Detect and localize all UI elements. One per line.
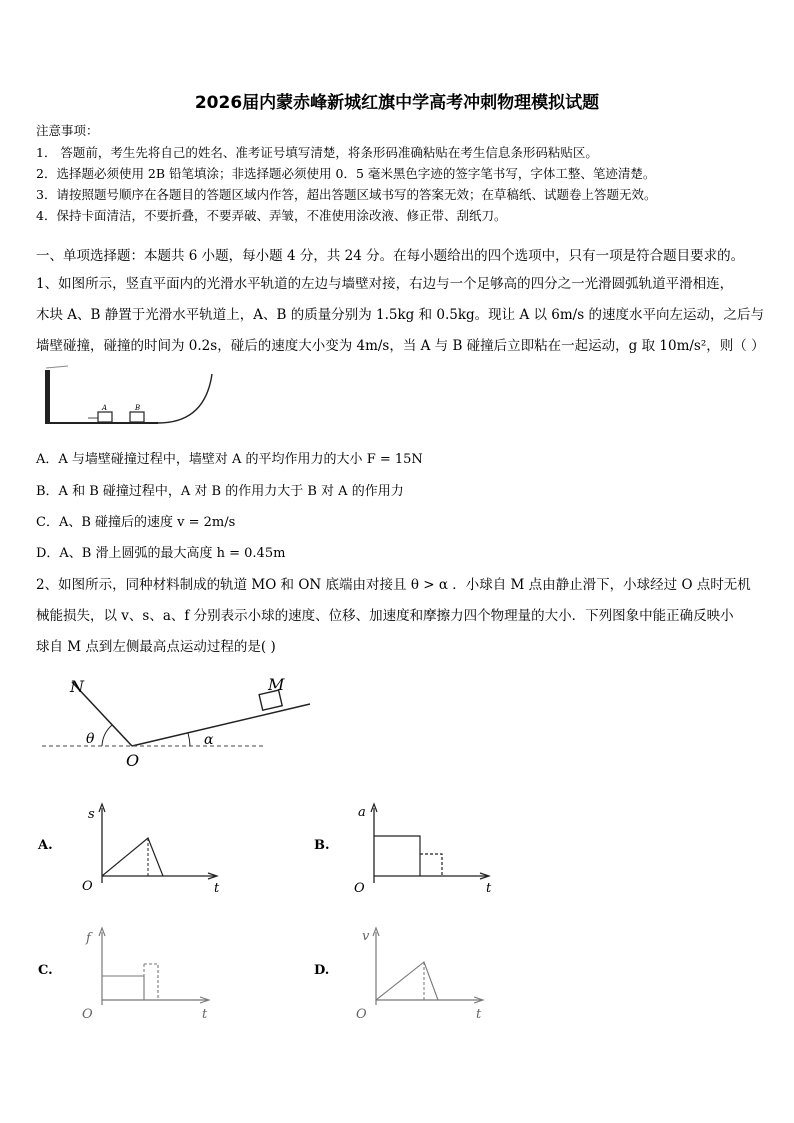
q1-option-d: D．A、B 滑上圆弧的最大高度 h = 0.45m <box>36 546 286 561</box>
q2-option-a-label: A. <box>38 838 53 853</box>
notice-item: 1． 答题前，考生先将自己的姓名、准考证号填写清楚，将条形码准确粘贴在考生信息条形码粘贴区。 <box>36 145 598 160</box>
q1-option-b: B．A 和 B 碰撞过程中，A 对 B 的作用力大于 B 对 A 的作用力 <box>36 484 404 499</box>
q2-stem-line: 球自 M 点到左侧最高点运动过程的是( ) <box>36 639 276 655</box>
page-title: 2026届内蒙赤峰新城红旗中学高考冲刺物理模拟试题 <box>194 93 600 113</box>
label-o: O <box>126 751 140 770</box>
origin-label: O <box>82 1007 93 1022</box>
track-mo <box>132 704 310 746</box>
y-label: f <box>86 931 91 946</box>
q2-stem-line: 械能损失，以 v、s、a、f 分别表示小球的速度、位移、加速度和摩擦力四个物理量的大小．下列图象中能正确反映小 <box>36 608 734 624</box>
label-m: M <box>268 675 285 694</box>
q2-graph-c <box>78 920 228 1020</box>
q2-graph-d <box>352 920 502 1020</box>
label-theta: θ <box>86 731 95 747</box>
block-b <box>130 412 144 422</box>
segment-1 <box>374 836 420 876</box>
q2-option-c-label: C. <box>38 963 53 978</box>
q1-track-figure <box>40 368 220 428</box>
q1-option-a: A．A 与墙壁碰撞过程中，墙壁对 A 的平均作用力的大小 F = 15N <box>36 452 423 467</box>
segment-1 <box>102 976 144 1000</box>
notice-heading: 注意事项： <box>36 123 99 138</box>
origin-label: O <box>82 879 93 894</box>
block-a <box>98 412 112 422</box>
y-label: v <box>362 929 370 944</box>
block-b-label: B <box>135 404 141 412</box>
q1-stem-line: 1、如图所示，竖直平面内的光滑水平轨道的左边与墙壁对接，右边与一个足够高的四分之一光滑圆弧轨道平滑相连， <box>36 276 734 292</box>
segment-2 <box>144 964 158 1000</box>
arc-track <box>158 374 212 423</box>
q2-stem-line: 2、如图所示，同种材料制成的轨道 MO 和 ON 底端由对接且 θ > α ．小球自 M 点由静止滑下，小球经过 O 点时无机 <box>36 577 751 593</box>
q2-graph-a <box>78 798 228 898</box>
wall <box>45 370 50 424</box>
segment-2 <box>420 854 442 876</box>
notice-item: 2．选择题必须使用 2B 铅笔填涂；非选择题必须使用 0．5 毫米黑色字迹的签字笔书写，字体工整、笔迹清楚。 <box>36 166 656 181</box>
x-label: t <box>202 1007 208 1022</box>
y-label: s <box>88 807 95 822</box>
notice-item: 3．请按照题号顺序在各题目的答题区域内作答，超出答题区域书写的答案无效；在草稿纸、试题卷上答题无效。 <box>36 187 657 202</box>
q1-stem-line: 墙壁碰撞，碰撞的时间为 0.2s，碰后的速度大小变为 4m/s，当 A 与 B 碰撞后立即粘在一起运动，g 取 10m/s²，则（ ） <box>36 338 765 354</box>
block-a-label: A <box>102 404 108 412</box>
label-alpha: α <box>204 732 214 748</box>
q2-graph-b <box>350 798 500 898</box>
q2-option-d-label: D. <box>314 963 330 978</box>
angle-theta-arc <box>102 725 112 746</box>
q2-option-b-label: B. <box>314 838 330 853</box>
wall-top-mark <box>46 366 68 368</box>
section-heading: 一、单项选择题：本题共 6 小题，每小题 4 分，共 24 分。在每小题给出的四个选项中，只有一项是符合题目要求的。 <box>36 248 745 264</box>
curve <box>376 962 438 1000</box>
q2-incline-figure <box>40 670 320 770</box>
notice-item: 4．保持卡面清洁，不要折叠，不要弄破、弄皱，不准使用涂改液、修正带、刮纸刀。 <box>36 208 507 223</box>
q1-option-c: C．A、B 碰撞后的速度 v = 2m/s <box>36 515 236 530</box>
label-n: N <box>70 677 84 696</box>
curve <box>102 838 163 876</box>
angle-alpha-arc <box>188 733 190 746</box>
q1-stem-line: 木块 A、B 静置于光滑水平轨道上，A、B 的质量分别为 1.5kg 和 0.5kg。现让 A 以 6m/s 的速度水平向左运动，之后与 <box>36 307 764 323</box>
x-label: t <box>476 1007 482 1022</box>
y-label: a <box>358 805 366 820</box>
x-label: t <box>486 881 492 896</box>
x-label: t <box>214 881 220 896</box>
origin-label: O <box>354 881 365 896</box>
origin-label: O <box>356 1007 367 1022</box>
